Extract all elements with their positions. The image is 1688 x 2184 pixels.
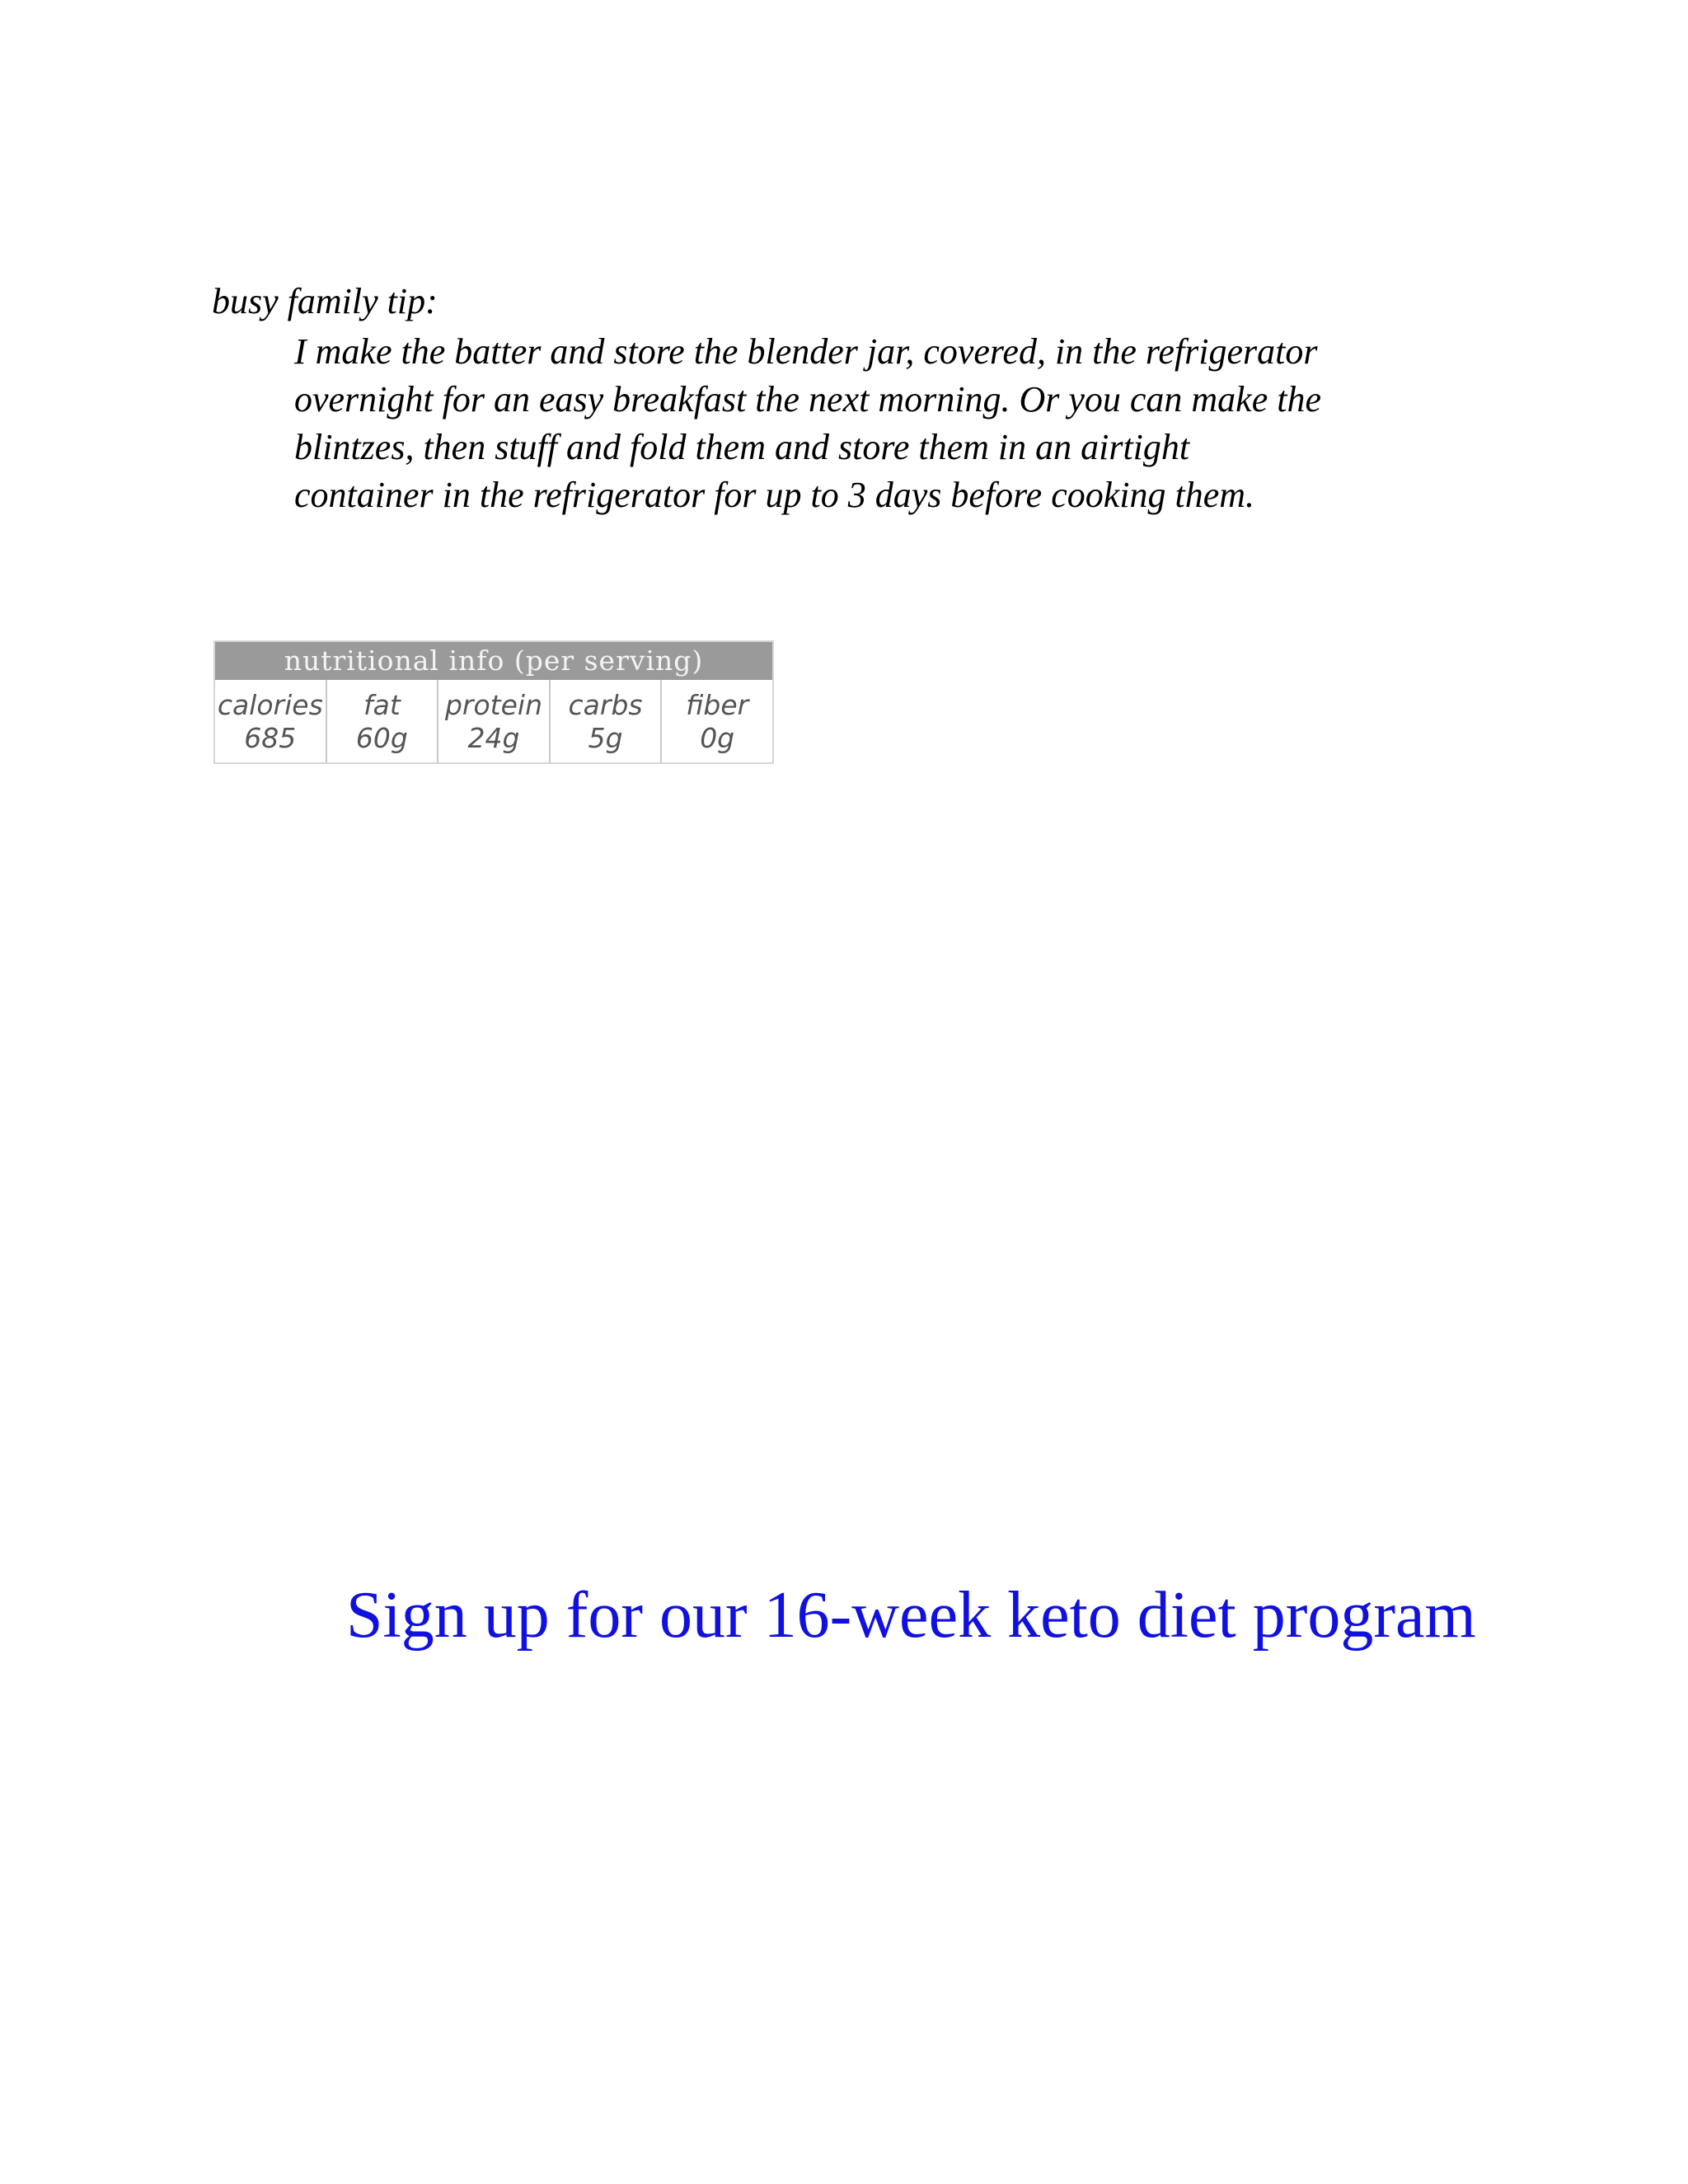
tip-body <box>294 328 1498 519</box>
nutrition-value: 5g <box>588 722 623 754</box>
nutrition-label: calories <box>217 689 323 721</box>
nutrition-value: 24g <box>467 722 520 754</box>
tip-heading: busy family tip: <box>212 281 438 321</box>
nutrition-value: 0g <box>700 722 735 754</box>
nutrition-value: 685 <box>244 722 297 754</box>
nutrition-label: carbs <box>568 689 643 721</box>
nutrition-label: fiber <box>686 689 749 721</box>
tip-line: blintzes, then stuff and fold them and store them in an airtight <box>294 427 1190 467</box>
nutrition-header: nutritional info (per serving) <box>215 642 772 680</box>
nutrition-cell-fat <box>327 680 439 764</box>
keto-program-signup-link[interactable]: Sign up for our 16-week keto diet program <box>346 1579 1476 1652</box>
nutrition-cell-protein <box>438 680 551 764</box>
tip-line: I make the batter and store the blender jar, covered, in the refrigerator <box>294 331 1318 372</box>
tip-line: container in the refrigerator for up to 3 days before cooking them. <box>294 475 1255 515</box>
nutrition-value: 60g <box>355 722 408 754</box>
nutrition-cell-fiber <box>662 680 772 764</box>
tip-line: overnight for an easy breakfast the next morning. Or you can make the <box>294 379 1321 419</box>
nutrition-cell-carbs <box>551 680 663 764</box>
nutrition-cell-calories <box>215 680 327 764</box>
nutrition-label: fat <box>363 689 401 721</box>
nutrition-label: protein <box>444 689 542 721</box>
nutrition-info-table <box>213 640 774 764</box>
nutrition-grid <box>215 680 772 764</box>
